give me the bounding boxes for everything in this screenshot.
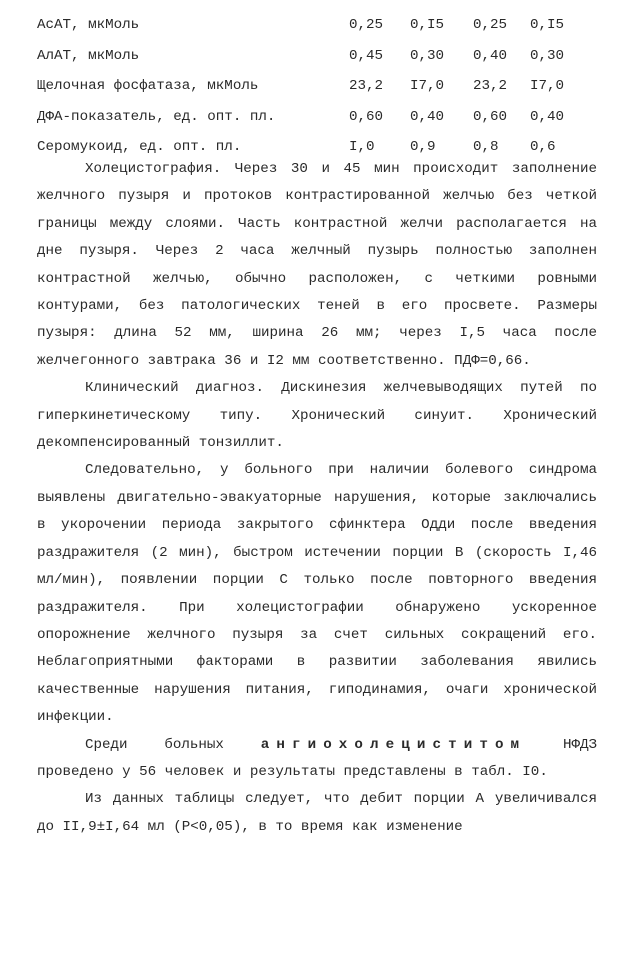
- row-label: ДФА-показатель, ед. опт. пл.: [37, 108, 276, 125]
- row-value: 0,8: [473, 139, 499, 155]
- row-value: 0,45: [349, 47, 384, 64]
- table-row: [37, 71, 597, 102]
- row-value: 0,30: [530, 47, 565, 64]
- row-value: 0,6: [530, 139, 556, 155]
- text-span: Среди больных: [85, 736, 224, 753]
- row-value: 0,I5: [410, 17, 445, 33]
- paragraph-conclusion: Следовательно, у больного при наличии болевого синдрома выявлены двигательно-эвакуаторные нарушения, которые заключались в укорочении периода закрытого сфинктера Одди после введения раздражителя (2 мин), быстром истечении порции В (скорость I,46 мл/мин), появлении порции С только после повторного введения раздражителя. При холецистографии обнаружено ускоренное опорожнение желчного пузыря за счет сильных сокращений его. Неблагоприятными факторами в развитии заболевания явились качественные нарушения питания, гиподинамия, очаги хронической инфекции.: [37, 462, 597, 726]
- row-value: 0,40: [410, 108, 445, 125]
- text-span: НФДЗ проведено у 56 человек и результаты представлены в табл. I0.: [37, 736, 598, 780]
- row-value: 0,I5: [530, 17, 565, 33]
- table-row: [37, 10, 597, 41]
- table-row: [37, 41, 597, 72]
- row-value: 0,9: [410, 139, 436, 155]
- row-value: I7,0: [410, 78, 445, 94]
- paragraph-study-group: [37, 732, 597, 787]
- row-value: 0,30: [410, 47, 445, 64]
- paragraph-clinical-diagnosis: Клинический диагноз. Дискинезия желчевыводящих путей по гиперкинетическому типу. Хронический синуит. Хронический декомпенсированный тонзиллит.: [37, 380, 597, 452]
- row-label: АсАТ, мкМоль: [37, 17, 140, 33]
- paragraph-cholecystography: Холецистография. Через 30 и 45 мин происходит заполнение желчного пузыря и протоков контрастированной желчью без четкой границы между слоями. Часть контрастной желчи располагается на дне пузыря. Через 2 часа желчный пузырь полностью заполнен контрастной желчью, обычно расположен, с четкими ровными контурами, без патологических теней в его просвете. Размеры пузыря: длина 52 мм, ширина 26 мм; через I,5 часа после желчегонного завтрака 36 и I2 мм соответственно. ПДФ=0,66.: [37, 161, 597, 369]
- table-row: [37, 102, 597, 133]
- row-value: I,0: [349, 139, 375, 155]
- row-value: 0,25: [473, 17, 508, 33]
- lab-results-table: [37, 10, 597, 163]
- paragraph-table-analysis: Из данных таблицы следует, что дебит порции А увеличивался до II,9±I,64 мл (P<0,05), в то время как изменение: [37, 791, 597, 835]
- row-value: I7,0: [530, 78, 565, 94]
- row-label: Щелочная фосфатаза, мкМоль: [37, 78, 259, 94]
- row-value: 0,60: [349, 108, 384, 125]
- spaced-term: ангиохолециститом: [260, 736, 527, 753]
- row-value: 23,2: [349, 78, 384, 94]
- row-value: 0,40: [473, 47, 508, 64]
- row-value: 23,2: [473, 78, 508, 94]
- row-value: 0,60: [473, 108, 508, 125]
- row-label: АлАТ, мкМоль: [37, 47, 140, 64]
- row-label: Серомукоид, ед. опт. пл.: [37, 139, 242, 155]
- body-text: [37, 156, 597, 841]
- row-value: 0,25: [349, 17, 384, 33]
- row-value: 0,40: [530, 108, 565, 125]
